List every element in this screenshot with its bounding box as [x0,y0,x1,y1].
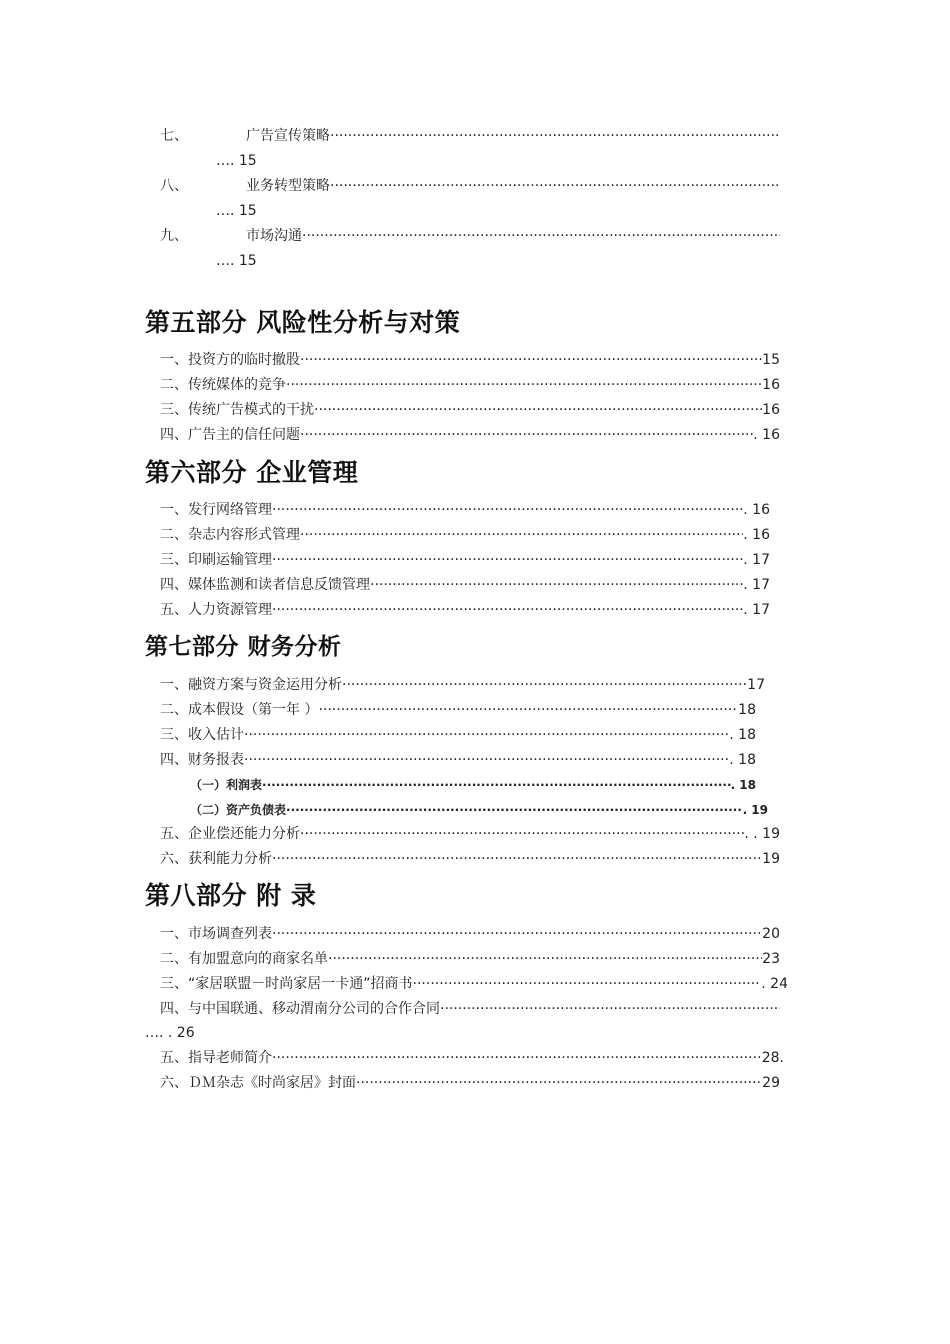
toc-entry-page: . 19 [742,803,768,817]
toc-item-9-number: 九、 [160,228,188,244]
leader-dots [356,1073,762,1093]
toc-subentry[interactable] [190,775,756,795]
leader-dots [262,775,731,795]
toc-entry[interactable] [160,725,756,745]
toc-entry[interactable] [160,550,770,570]
toc-subentry[interactable] [190,800,768,820]
toc-entry-page: 15 [762,352,780,368]
toc-item-8-number: 八、 [160,178,188,194]
toc-entry-label: 一、投资方的临时撤股 [160,352,300,368]
toc-item-9[interactable] [246,226,780,246]
toc-entry-page-wrapped: …. . 26 [145,1025,195,1041]
toc-entry-label: 二、杂志内容形式管理 [160,527,300,543]
toc-entry-page: 17 [747,677,765,693]
leader-dots [272,600,743,620]
leader-dots [302,226,780,246]
section-title-5: 第五部分 风险性分析与对策 [145,308,461,337]
toc-entry-label: 五、指导老师简介 [160,1050,272,1066]
toc-entry[interactable] [160,750,756,770]
toc-entry[interactable] [160,924,780,944]
toc-entry-label: （一）利润表 [190,778,263,792]
leader-dots [300,350,762,370]
toc-item-7[interactable] [246,126,780,146]
toc-entry-label: 一、市场调查列表 [160,926,272,942]
toc-entry-label: 五、企业偿还能力分析 [160,826,300,842]
toc-entry-page: . 18 [729,752,756,768]
leader-dots [272,849,762,869]
toc-entry-page: . 17 [743,577,770,593]
toc-entry-page: . 16 [743,527,770,543]
toc-entry-page: . 18 [729,727,756,743]
toc-entry[interactable] [160,600,770,620]
toc-entry[interactable] [160,824,780,844]
toc-entry[interactable] [160,575,770,595]
toc-entry-label: 二、有加盟意向的商家名单 [160,951,328,967]
toc-entry-label: 一、融资方案与资金运用分析 [160,677,342,693]
leader-dots [286,800,743,820]
toc-item-7-page: …. 15 [216,153,257,169]
leader-dots [244,750,729,770]
toc-entry[interactable] [160,1073,780,1093]
toc-entry-label: 四、与中国联通、移动渭南分公司的合作合同 [160,1001,440,1017]
toc-entry-label: 四、广告主的信任问题 [160,427,300,443]
toc-entry-label: 二、成本假设（第一年 ） [160,702,319,718]
toc-entry-label: 六、ＤＭ杂志《时尚家居》封面 [160,1075,356,1091]
toc-entry[interactable] [160,500,770,520]
leader-dots [300,824,744,844]
toc-entry-page: . . 19 [744,826,780,842]
toc-entry-label: 三、“家居联盟－时尚家居一卡通”招商书 [160,976,413,992]
toc-entry-page: . 16 [743,502,770,518]
toc-entry[interactable] [160,400,780,420]
toc-entry[interactable] [160,375,780,395]
toc-entry[interactable] [160,949,780,969]
toc-entry[interactable] [160,974,788,994]
leader-dots [272,924,762,944]
toc-entry-page: . 24 [761,976,788,992]
toc-entry-page: 20 [762,926,780,942]
toc-entry[interactable] [160,675,765,695]
leader-dots [370,575,743,595]
toc-entry-label: 三、印刷运输管理 [160,552,272,568]
toc-entry-page: 19 [762,851,780,867]
toc-entry[interactable] [160,700,756,720]
leader-dots [440,999,780,1019]
toc-entry[interactable] [160,999,780,1019]
toc-entry-page: 23 [762,951,780,967]
toc-entry-page: 29 [762,1075,780,1091]
toc-entry[interactable] [160,350,780,370]
toc-entry[interactable] [160,1048,784,1068]
toc-entry-page: . 18 [730,778,756,792]
leader-dots [318,700,738,720]
toc-entry-label: 四、财务报表 [160,752,244,768]
toc-entry-label: 六、获利能力分析 [160,851,272,867]
section-title-6: 第六部分 企业管理 [145,458,359,487]
section-title-7: 第七部分 财务分析 [145,634,342,660]
toc-item-8-title: 业务转型策略 [246,178,330,194]
toc-item-7-number: 七、 [160,128,188,144]
toc-entry[interactable] [160,525,770,545]
toc-item-7-title: 广告宣传策略 [246,128,330,144]
toc-entry-page: . 17 [743,552,770,568]
toc-item-8-page: …. 15 [216,203,257,219]
leader-dots [272,500,743,520]
leader-dots [244,725,729,745]
toc-entry-label: 五、人力资源管理 [160,602,272,618]
leader-dots [328,949,762,969]
toc-entry-label: 三、传统广告模式的干扰 [160,402,314,418]
leader-dots [330,126,780,146]
toc-entry-page: 16 [762,402,780,418]
leader-dots [272,1048,762,1068]
section-title-8: 第八部分 附 录 [145,881,317,910]
toc-entry-label: 三、收入估计 [160,727,244,743]
toc-entry-page: . 17 [743,602,770,618]
leader-dots [300,425,753,445]
toc-entry[interactable] [160,425,780,445]
leader-dots [330,176,780,196]
leader-dots [342,675,747,695]
leader-dots [272,550,743,570]
toc-entry-label: 一、发行网络管理 [160,502,272,518]
toc-entry[interactable] [160,849,780,869]
toc-item-9-title: 市场沟通 [246,228,302,244]
toc-item-9-page: …. 15 [216,253,257,269]
toc-entry-label: 二、传统媒体的竞争 [160,377,286,393]
toc-entry-label: 四、媒体监测和读者信息反馈管理 [160,577,370,593]
leader-dots [300,525,743,545]
toc-entry-label: （二）资产负债表 [190,803,287,817]
leader-dots [286,375,762,395]
toc-item-8[interactable] [246,176,780,196]
toc-entry-page: 18 [738,702,756,718]
leader-dots [314,400,762,420]
leader-dots [413,974,762,994]
toc-entry-page: . 16 [753,427,780,443]
toc-entry-page: 16 [762,377,780,393]
toc-entry-page: 28. [761,1050,784,1066]
